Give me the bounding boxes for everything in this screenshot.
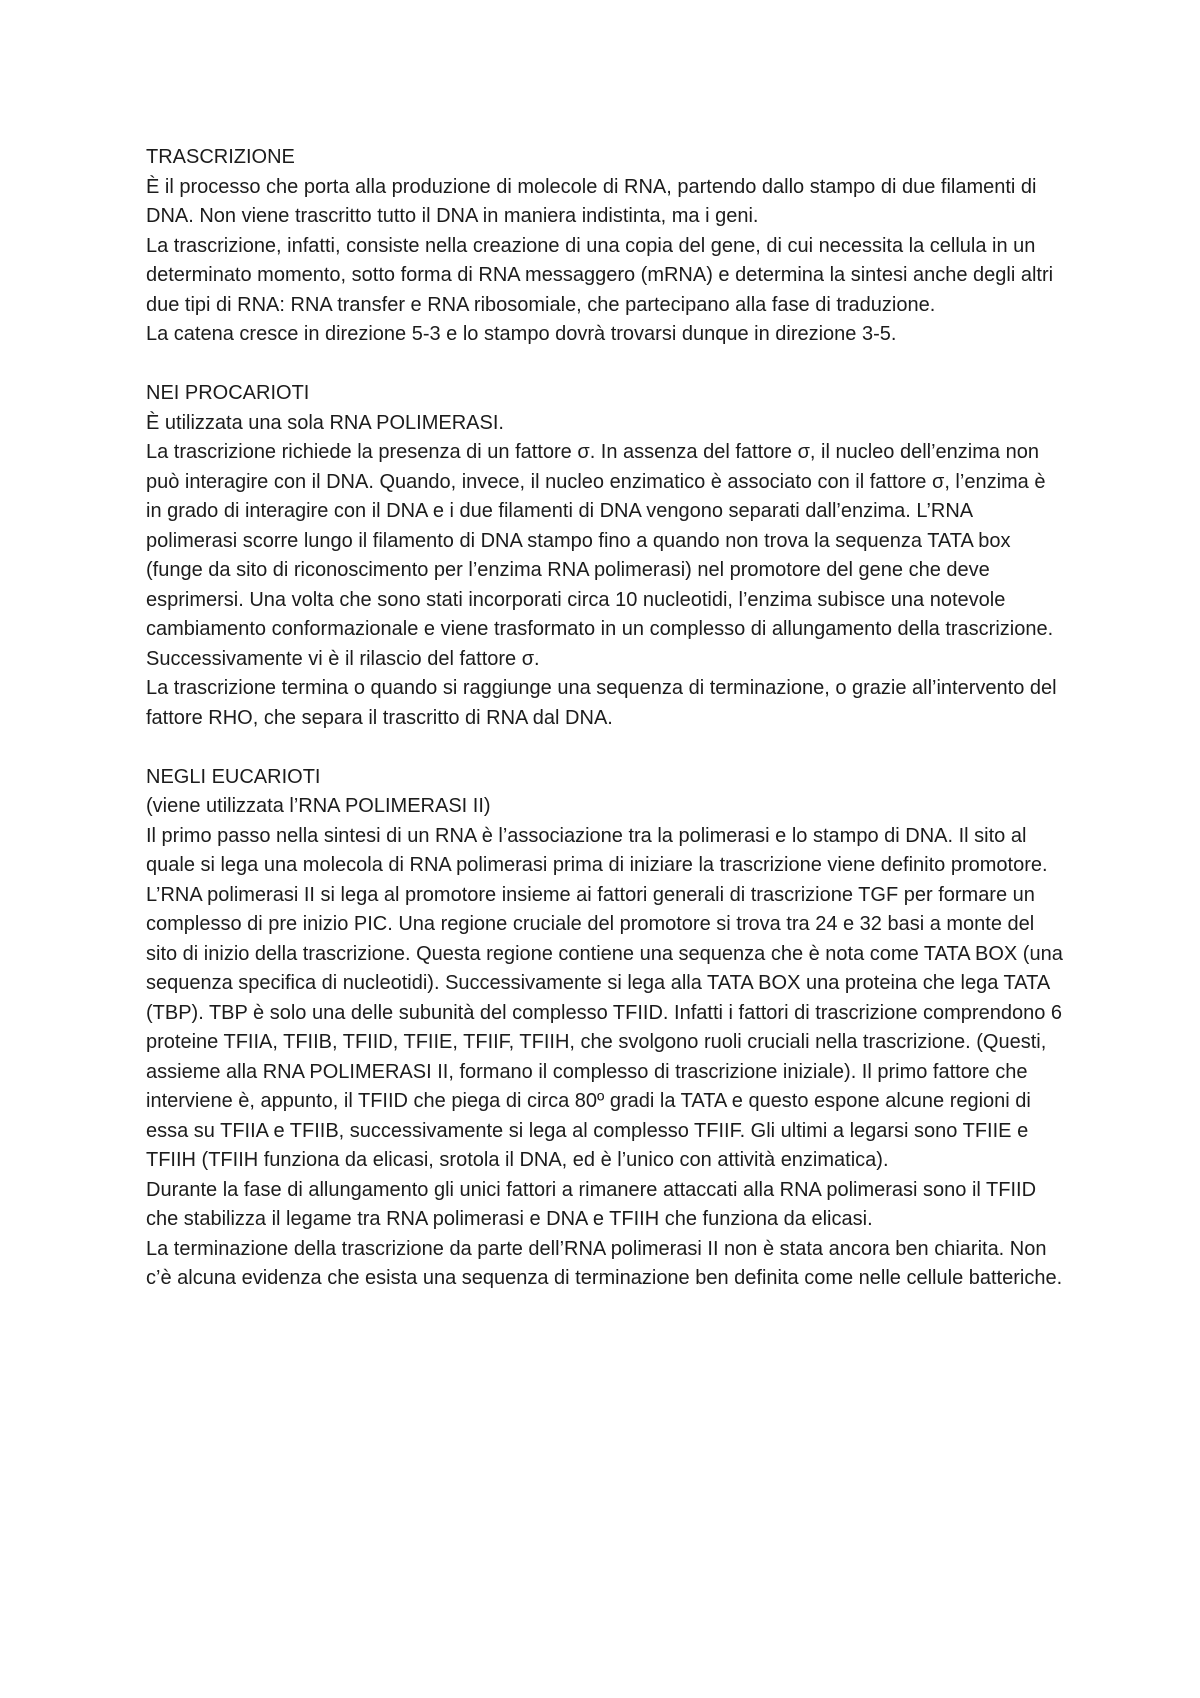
section-eucarioti [146, 763, 1066, 1294]
paragraph: La catena cresce in direzione 5-3 e lo stampo dovrà trovarsi dunque in direzione 3-5. [146, 323, 897, 345]
paragraph: La trascrizione, infatti, consiste nella creazione di una copia del gene, di cui necessita la cellula in un determinato momento, sotto forma di RNA messaggero (mRNA) e determina la sintesi anche degli altri due tipi di RNA: RNA transfer e RNA ribosomiale, che partecipano alla fase di traduzione. [146, 234, 1054, 316]
section-heading: NEGLI EUCARIOTI [146, 765, 321, 788]
paragraph: Durante la fase di allungamento gli unici fattori a rimanere attaccati alla RNA polimerasi sono il TFIID che stabilizza il legame tra RNA polimerasi e DNA e TFIIH che funziona da elicasi. [146, 1178, 1037, 1230]
paragraph: La terminazione della trascrizione da parte dell’RNA polimerasi II non è stata ancora ben chiarita. Non c’è alcuna evidenza che esista una sequenza di terminazione ben definita come nelle cellule batteriche. [146, 1237, 1063, 1289]
section-trascrizione [146, 143, 1066, 350]
paragraph: La trascrizione termina o quando si raggiunge una sequenza di terminazione, o grazie all’intervento del fattore RHO, che separa il trascritto di RNA dal DNA. [146, 677, 1057, 729]
document-body [146, 143, 1066, 1294]
paragraph: È utilizzata una sola RNA POLIMERASI. [146, 411, 504, 434]
paragraph: L’RNA polimerasi II si lega al promotore insieme ai fattori generali di trascrizione TGF per formare un complesso di pre inizio PIC. Una regione cruciale del promotore si trova tra 24 e 32 basi a monte del sito di inizio della trascrizione. Questa regione contiene una sequenza che è nota come TATA BOX (una sequenza specifica di nucleotidi). Successivamente si lega alla TATA BOX una proteina che lega TATA (TBP). TBP è solo una delle subunità del complesso TFIID. Infatti i fattori di trascrizione comprendono 6 proteine TFIIA, TFIIB, TFIID, TFIIE, TFIIF, TFIIH, che svolgono ruoli cruciali nella trascrizione. (Questi, assieme alla RNA POLIMERASI II, formano il complesso di trascrizione iniziale). Il primo fattore che interviene è, appunto, il TFIID che piega di circa 80º gradi la TATA e questo espone alcune regioni di essa su TFIIA e TFIIB, successivamente si lega al complesso TFIIF. Gli ultimi a legarsi sono TFIIE e TFIIH (TFIIH funziona da elicasi, srotola il DNA, ed è l’unico con attività enzimatica). [146, 883, 1063, 1171]
section-heading: NEI PROCARIOTI [146, 382, 310, 404]
paragraph: La trascrizione richiede la presenza di un fattore σ. In assenza del fattore σ, il nucleo dell’enzima non può interagire con il DNA. Quando, invece, il nucleo enzimatico è associato con il fattore σ, l’enzima è in grado di interagire con il DNA e i due filamenti di DNA vengono separati dall’enzima. L’RNA polimerasi scorre lungo il filamento di DNA stampo fino a quando non trova la sequenza TATA box (funge da sito di riconoscimento per l’enzima RNA polimerasi) nel promotore del gene che deve esprimersi. Una volta che sono stati incorporati circa 10 nucleotidi, l’enzima subisce una notevole cambiamento conformazionale e viene trasformato in un complesso di allungamento della trascrizione. Successivamente vi è il rilascio del fattore σ. [146, 441, 1054, 670]
paragraph: È il processo che porta alla produzione di molecole di RNA, partendo dallo stampo di due filamenti di DNA. Non viene trascritto tutto il DNA in maniera indistinta, ma i geni. [146, 175, 1037, 227]
section-procarioti [146, 379, 1066, 733]
section-spacer [146, 733, 1066, 763]
section-heading: TRASCRIZIONE [146, 146, 295, 168]
section-spacer [146, 350, 1066, 380]
paragraph: (viene utilizzata l’RNA POLIMERASI II) [146, 795, 491, 817]
paragraph: Il primo passo nella sintesi di un RNA è l’associazione tra la polimerasi e lo stampo di DNA. Il sito al quale si lega una molecola di RNA polimerasi prima di iniziare la trascrizione viene definito promotore. [146, 824, 1048, 876]
